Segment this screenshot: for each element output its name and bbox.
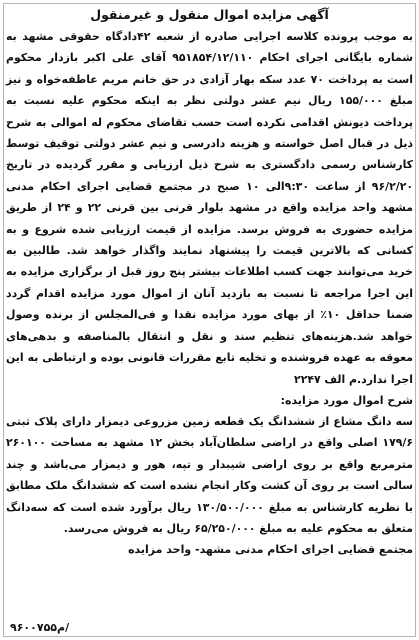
notice-title: آگهی مزایده اموال منقول و غیرمنقول <box>90 7 329 22</box>
notice-main-paragraph: به موجب پرونده کلاسه اجرایی صادره از شعبه ۴۲دادگاه حقوقی مشهد به شماره بایگانی اجرای احکام ۹۵۱۸۵۴/۱۲/۱۱۰ آقای علی اکبر بازدار محکوم است به پرداخت ۷۰ عدد سکه بهار آزادی در حق خانم مریم عاطفه‌خواه و نیز مبلغ ۱۵۵/۰۰۰ ریال نیم عشر دولتی نظر به اینکه محکوم علیه نسبت به پرداخت دیونش اقدامی نکرده است حسب تقاضای محکوم له اموالی به شرح ذیل در قبال اصل خواسته و هزینه دادرسی و نیم عشر دولتی توقیف توسط کارشناس رسمی دادگستری به شرح ذیل ارزیابی و مقرر گردیده در تاریخ ۹۶/۲/۲۰ از ساعت ۹:۳۰الی ۱۰ صبح در مجتمع قضایی اجرای احکام مدنی مشهد واحد مزایده واقع در مشهد بلوار قرنی بین قرنی ۲۲ و ۲۴ از طریق مزایده حضوری به فروش برسد. مزایده از قیمت ارزیابی شده شروع و به کسانی که بالاترین قیمت را پیشنهاد نمایند واگذار خواهد شد. طالبین به خرید می‌توانند جهت کسب اطلاعات بیشتر پنج روز قبل از برگزاری مزایده به این اجرا مراجعه تا نسبت به بازدید آنان از اموال مورد مزایده اقدام گردد ضمنا حداقل ۱۰٪ از بهای مورد مزایده نقدا و فی‌المجلس از برنده وصول خواهد شد.هزینه‌های تنظیم سند و نقل و انتقال بالمناصفه و بدهی‌های معوقه به عهده فروشنده و تخلیه تابع مقررات قانونی بوده و ارتباطی به این اجرا ندارد.م الف ۲۲۴۷ <box>6 30 413 386</box>
property-description-heading: شرح اموال مورد مزایده: <box>280 393 413 407</box>
notice-code: ۹۶۰۰۷۵۵م/ <box>10 621 70 634</box>
issuing-office: مجتمع قضایی اجرای احکام مدنی مشهد- واحد مزایده <box>128 543 413 557</box>
property-description-paragraph: سه دانگ مشاع از ششدانگ یک قطعه زمین مزروعی دیمزار دارای پلاک ثبتی ۱۷۹/۶ اصلی واقع در اراضی سلطان‌آباد بخش ۱۲ مشهد به مساحت ۲۶۰۱۰۰ مترمربع واقع بر روی اراضی شیبدار و تپه، هور و دیمزار می‌باشد و چند سالی است بر روی آن کشت وکار انجام نشده است که ششدانگ ملک مطابق با نظریه کارشناس به مبلغ ۱۳۰/۵۰۰/۰۰۰ ریال برآورد شده است که سه‌دانگ متعلق به محکوم علیه به مبلغ ۶۵/۲۵۰/۰۰۰ ریال به فروش می‌رسد. <box>6 414 413 535</box>
